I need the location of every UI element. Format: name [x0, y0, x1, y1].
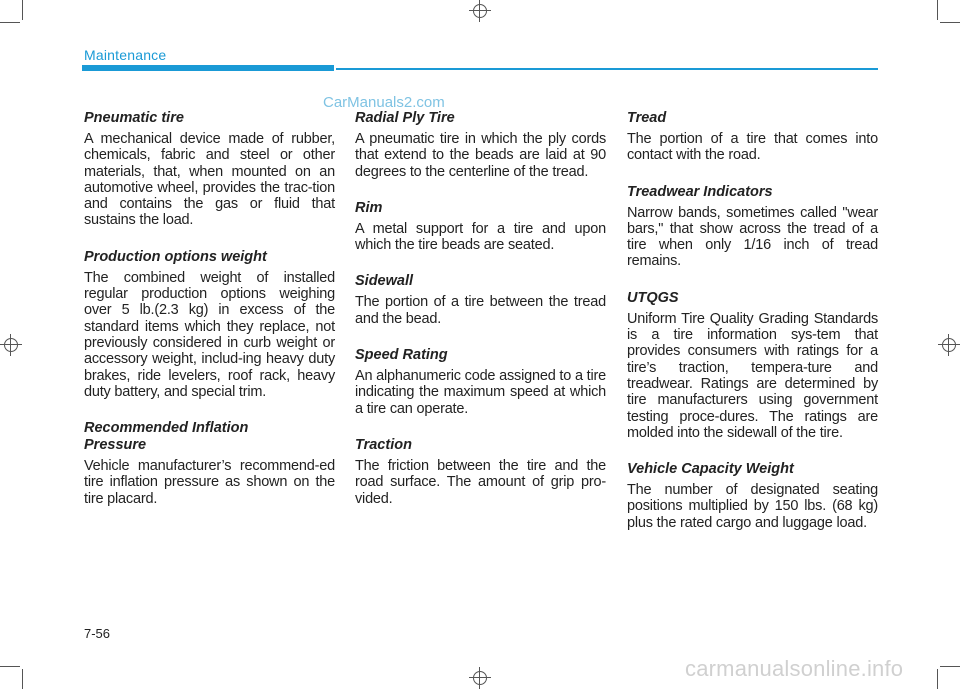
- entry-term: Tread: [627, 110, 667, 126]
- registration-mark-right: [938, 334, 960, 356]
- crop-mark: [0, 666, 20, 667]
- entry-term: Sidewall: [355, 273, 414, 290]
- header-rule-bar: [82, 65, 334, 71]
- entry-term: Traction: [355, 436, 412, 453]
- entry-definition: The combined weight of installed regular production options weighing over 5 lb.(2.3 kg) in excess of the standard items which they replace, not previously considered in curb weight or accessory weight, includ-ing heavy duty brakes, ride levelers, roof rack, heavy duty battery, and special trim.: [84, 269, 335, 400]
- glossary-entry: [84, 420, 335, 507]
- glossary-entry: [355, 437, 606, 507]
- glossary-entry: [84, 249, 335, 400]
- crop-mark: [22, 0, 23, 20]
- watermark-top: CarManuals2.com: [323, 94, 445, 111]
- entry-definition: Narrow bands, sometimes called "wear bars," that show across the tread of a tire when only 1/16 inch of tread remains.: [627, 204, 878, 270]
- watermark-bottom[interactable]: carmanualsonline.info: [685, 656, 904, 681]
- column-2: [355, 110, 606, 527]
- crop-mark: [0, 22, 20, 23]
- column-1: [84, 110, 335, 527]
- entry-definition: The portion of a tire that comes into contact with the road.: [627, 131, 878, 164]
- entry-definition: An alphanumeric code assigned to a tire indicating the maximum speed at which a tire can operate.: [355, 368, 606, 417]
- entry-term: Treadwear Indicators: [627, 183, 773, 200]
- page-number: 7-56: [84, 626, 111, 641]
- glossary-entry: [355, 110, 606, 180]
- entry-term: Vehicle Capacity Weight: [627, 461, 794, 478]
- entry-definition: The friction between the tire and the road surface. The amount of grip pro-vided.: [355, 457, 606, 507]
- entry-term: Radial Ply Tire: [355, 110, 455, 126]
- entry-definition: Vehicle manufacturer’s recommend-ed tire inflation pressure as shown on the tire placard.: [84, 458, 335, 507]
- entry-term: Recommended Inflation Pressure: [84, 420, 249, 454]
- column-3: [627, 110, 878, 551]
- entry-definition: A mechanical device made of rubber, chemicals, fabric and steel or other materials, that, when mounted on an automotive wheel, provides the trac-tion and contains the gas or fluid that sustains the load.: [84, 131, 335, 229]
- registration-mark-bottom: [469, 667, 491, 689]
- entry-term: UTQGS: [627, 289, 679, 306]
- glossary-entry: [355, 273, 606, 327]
- glossary-entry: [627, 461, 878, 531]
- entry-definition: A pneumatic tire in which the ply cords that extend to the beads are laid at 90 degrees to the centerline of the tread.: [355, 131, 606, 180]
- entry-definition: The number of designated seating positions multiplied by 150 lbs. (68 kg) plus the rated cargo and luggage load.: [627, 482, 878, 531]
- crop-mark: [940, 666, 960, 667]
- entry-term: Pneumatic tire: [84, 110, 184, 126]
- registration-mark-left: [0, 334, 22, 356]
- crop-mark: [22, 669, 23, 689]
- crop-mark: [940, 22, 960, 23]
- registration-mark-top: [469, 0, 491, 22]
- entry-term: Rim: [355, 199, 383, 216]
- crop-mark: [937, 0, 938, 20]
- glossary-entry: [627, 184, 878, 270]
- glossary-entry: [355, 200, 606, 254]
- entry-term: Speed Rating: [355, 347, 448, 364]
- section-title: Maintenance: [84, 47, 167, 63]
- entry-definition: The portion of a tire between the tread and the bead.: [355, 294, 606, 327]
- header-rule-line: [336, 68, 878, 70]
- glossary-entry: [84, 110, 335, 229]
- entry-definition: A metal support for a tire and upon which the tire beads are seated.: [355, 220, 606, 254]
- crop-mark: [937, 669, 938, 689]
- glossary-entry: [627, 110, 878, 164]
- glossary-entry: [627, 290, 878, 441]
- entry-definition: Uniform Tire Quality Grading Standards is a tire information sys-tem that provides consumers with ratings for a tire’s traction, tempera-ture and treadwear. Ratings are determined by tire manufacturers using government testing proce-dures. The ratings are molded into the sidewall of the tire.: [627, 310, 878, 441]
- glossary-entry: [355, 347, 606, 417]
- entry-term: Production options weight: [84, 248, 267, 265]
